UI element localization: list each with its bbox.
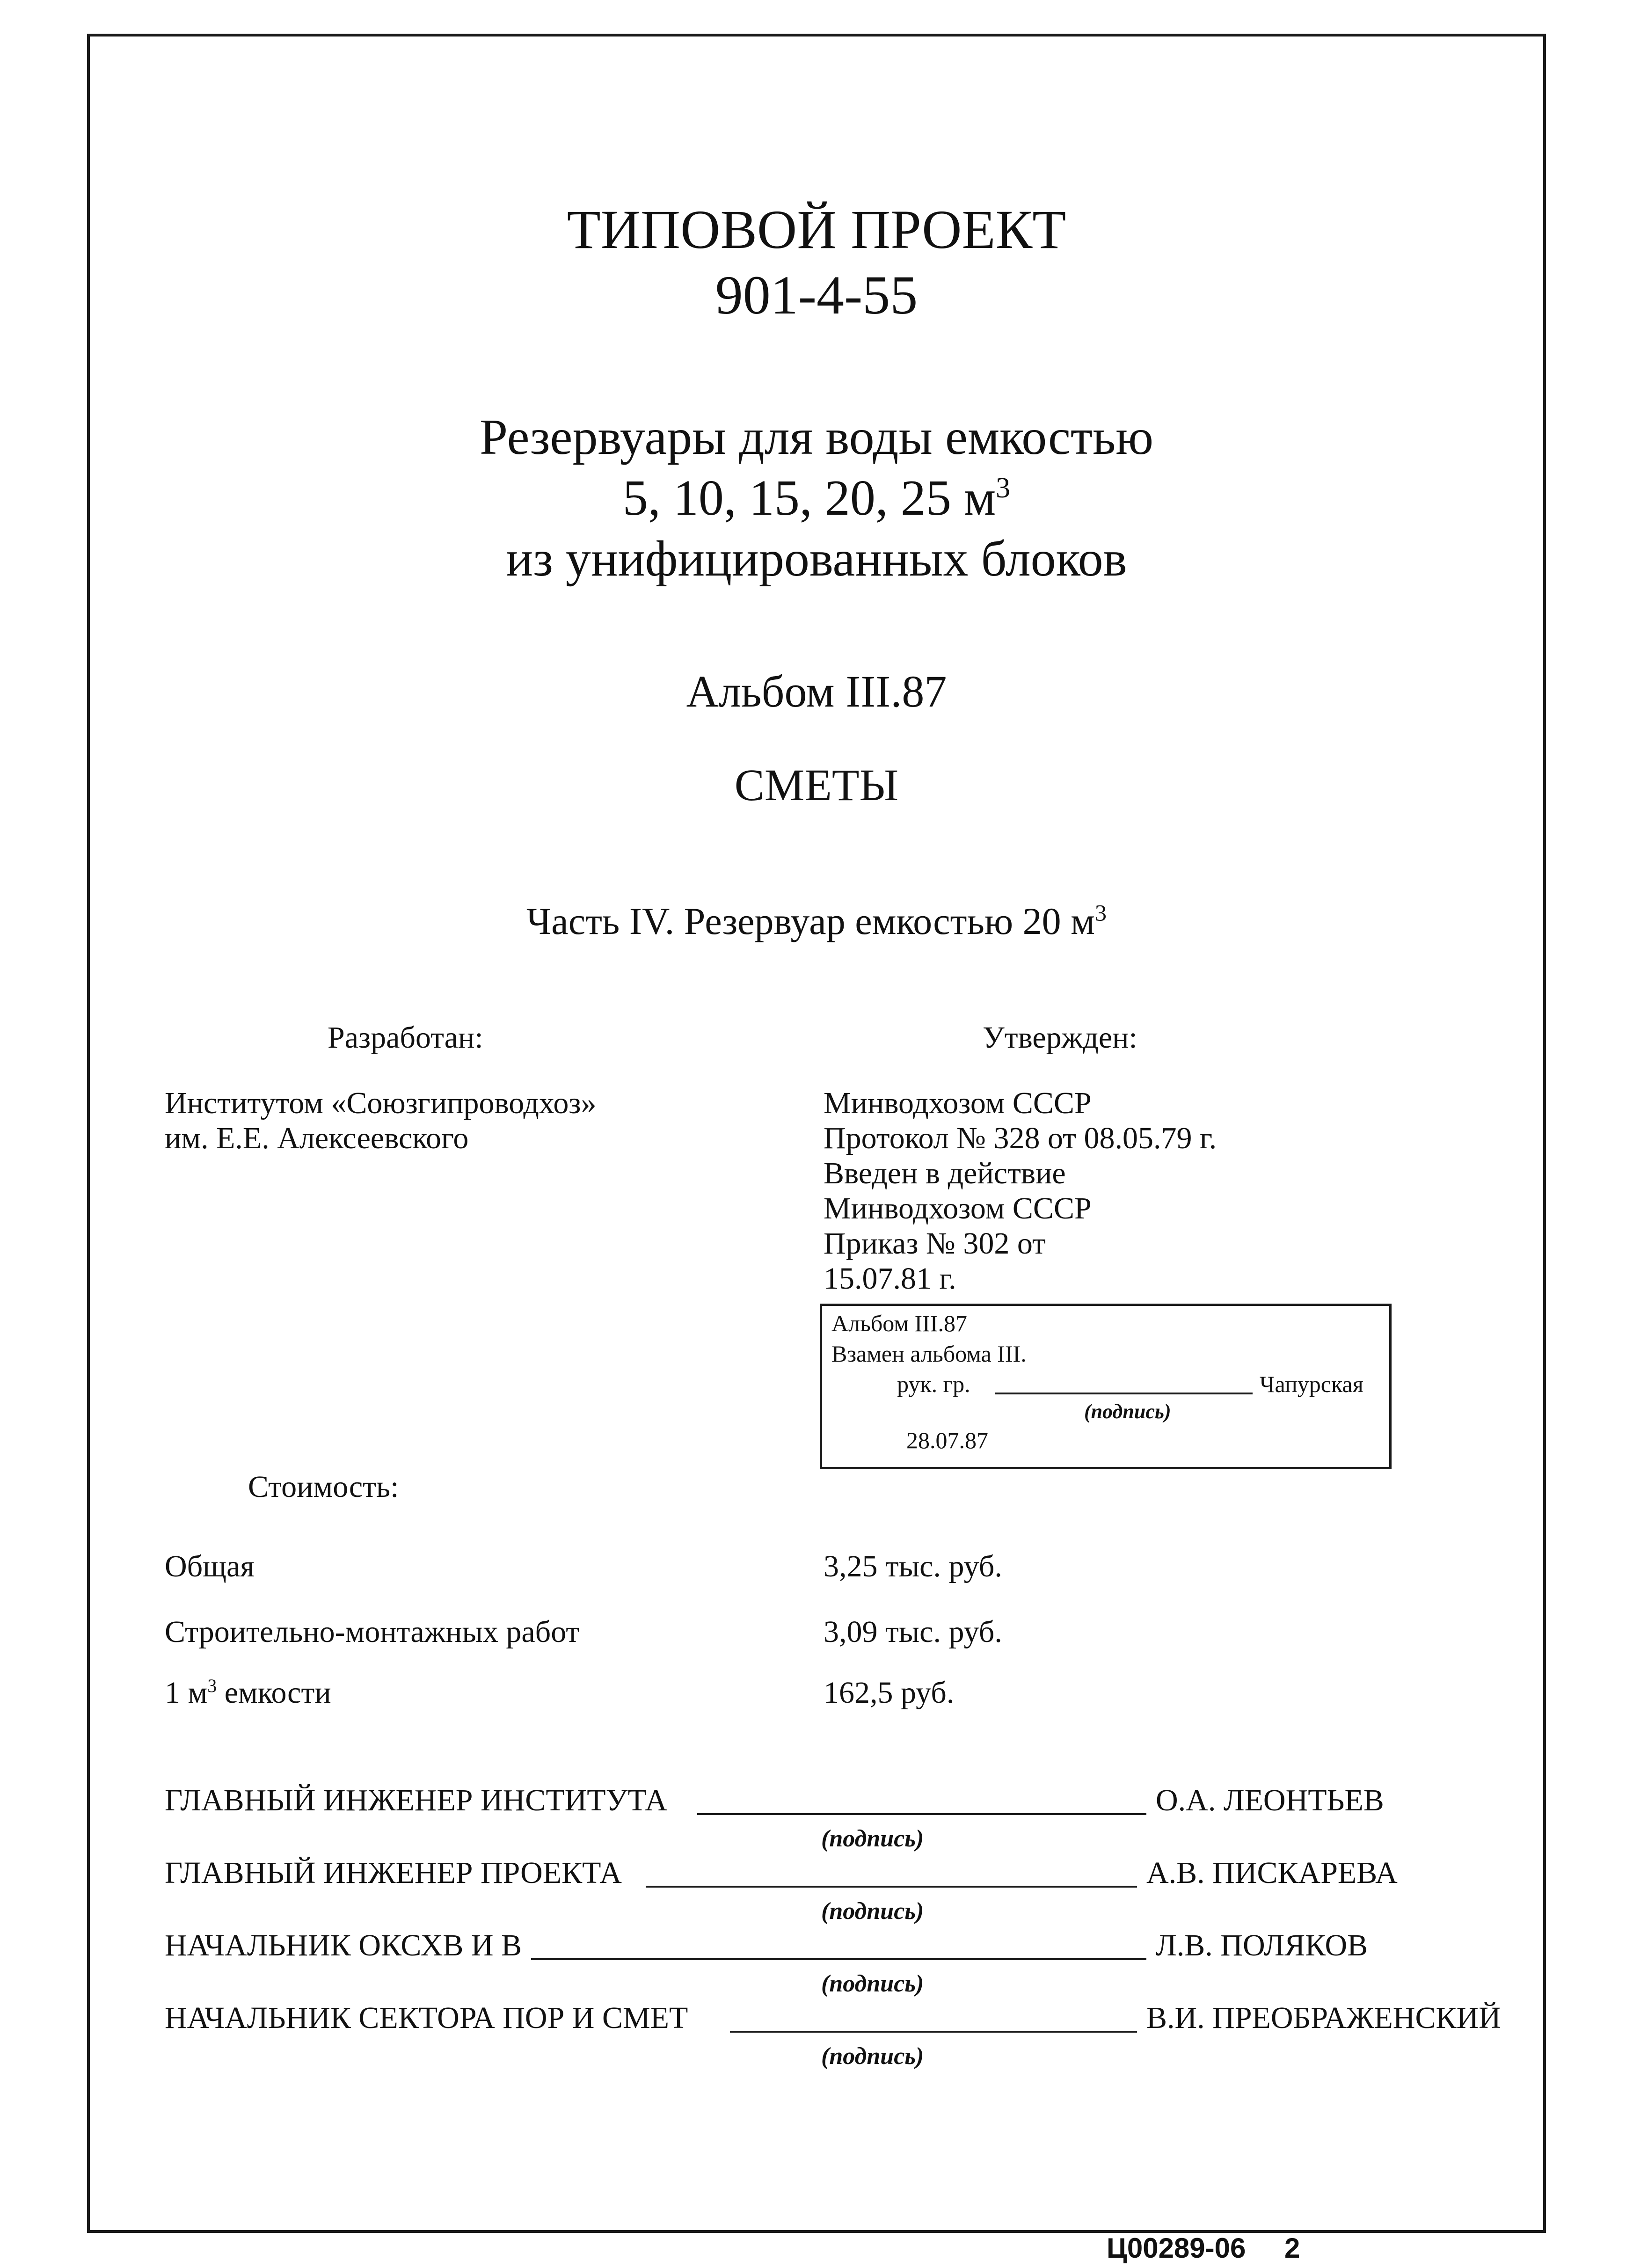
cost-row-value: 3,25 тыс. руб. [824, 1549, 1002, 1583]
document-code: Ц00289-06 [1107, 2232, 1246, 2264]
stamp-album: Альбом III.87 [831, 1310, 967, 1336]
stamp-date: 28.07.87 [906, 1427, 988, 1453]
approval-line: Приказ № 302 от [824, 1226, 1046, 1261]
signatory-role: ГЛАВНЫЙ ИНЖЕНЕР ПРОЕКТА [165, 1856, 622, 1890]
approved-label: Утвержден: [983, 1021, 1137, 1055]
signatory-name: Л.В. ПОЛЯКОВ [1156, 1928, 1368, 1962]
stamp-role: рук. гр. [897, 1371, 970, 1397]
signature-label: (подпись) [821, 1825, 924, 1852]
stamp-signature-label: (подпись) [1084, 1400, 1171, 1423]
part-title: Часть IV. Резервуар емкостью 20 $м^3$ [526, 899, 1107, 942]
page-number: 2 [1284, 2232, 1300, 2264]
project-number: 901-4-55 [715, 264, 918, 326]
signatory-name: В.И. ПРЕОБРАЖЕНСКИЙ [1146, 2001, 1501, 2035]
subject-line-3: из унифицированных блоков [506, 531, 1127, 587]
signature-line [531, 1958, 1146, 1960]
signature-label: (подпись) [821, 2043, 924, 2070]
approval-line: Минводхозом СССР [824, 1191, 1092, 1225]
approval-line: 15.07.81 г. [824, 1262, 956, 1296]
signature-line [697, 1813, 1146, 1815]
approval-line: Введен в действие [824, 1156, 1066, 1190]
signature-line [730, 2031, 1137, 2033]
developed-label: Разработан: [328, 1021, 483, 1055]
stamp-name: Чапурская [1260, 1371, 1363, 1397]
signatory-role: НАЧАЛЬНИК СЕКТОРА ПОР И СМЕТ [165, 2001, 688, 2035]
signature-label: (подпись) [821, 1898, 924, 1925]
signatory-name: О.А. ЛЕОНТЬЕВ [1156, 1783, 1384, 1817]
cost-row-name: Строительно-монтажных работ [165, 1615, 580, 1649]
section-title: СМЕТЫ [734, 760, 899, 810]
signatory-role: ГЛАВНЫЙ ИНЖЕНЕР ИНСТИТУТА [165, 1783, 668, 1817]
stamp-replaces: Взамен альбома III. [831, 1341, 1027, 1367]
album-title: Альбом III.87 [686, 666, 947, 716]
approval-line: Протокол № 328 от 08.05.79 г. [824, 1121, 1217, 1155]
stamp-signature-line [995, 1393, 1253, 1394]
signature-line [646, 1886, 1137, 1888]
developer-line: им. Е.Е. Алексеевского [165, 1121, 469, 1155]
signature-label: (подпись) [821, 1970, 924, 1997]
cost-row-value: 3,09 тыс. руб. [824, 1615, 1002, 1649]
approval-stamp [820, 1304, 1392, 1469]
signatory-name: А.В. ПИСКАРЕВА [1146, 1856, 1398, 1890]
signatory-role: НАЧАЛЬНИК ОКСХВ И В [165, 1928, 522, 1962]
cost-row-name: Общая [165, 1549, 255, 1583]
document-type: ТИПОВОЙ ПРОЕКТ [567, 199, 1066, 260]
approval-line: Минводхозом СССР [824, 1086, 1092, 1120]
subject-line-2: 5, 10, 15, 20, 25 $м^3$ [622, 470, 1011, 526]
developer-line: Институтом «Союзгипроводхоз» [165, 1086, 597, 1120]
subject-line-1: Резервуары для воды емкостью [479, 409, 1154, 465]
cost-label: Стоимость: [248, 1470, 399, 1504]
cost-row-value: 162,5 руб. [824, 1676, 955, 1710]
cost-row-name: 1 $м^3$ емкости [165, 1675, 331, 1710]
